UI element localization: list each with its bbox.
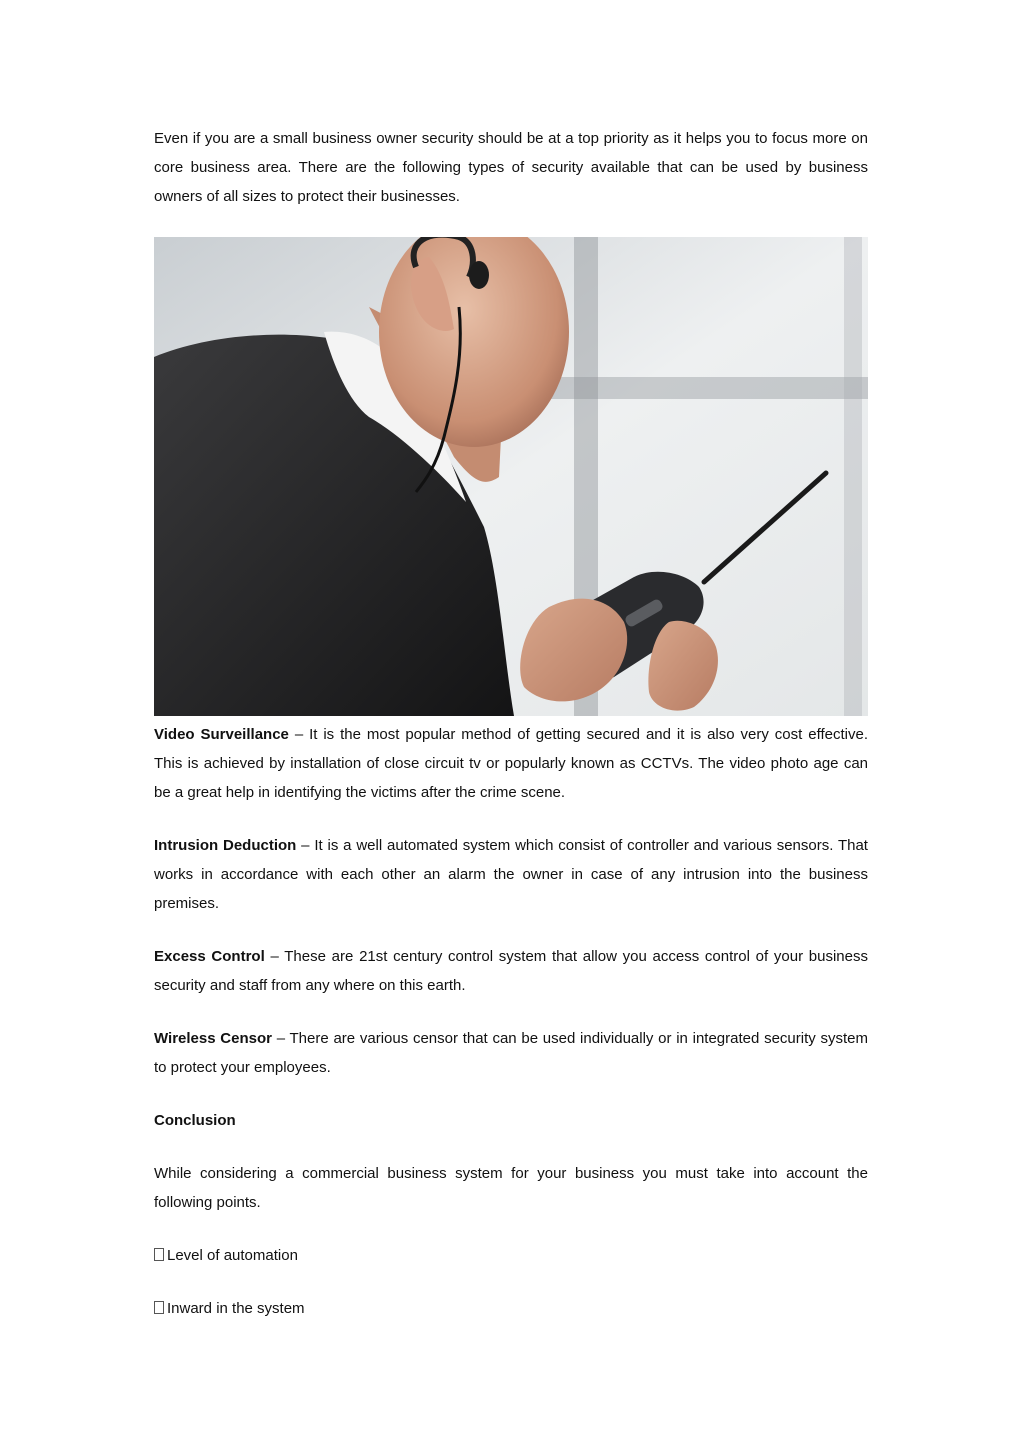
- section-excess-control: [154, 942, 868, 1000]
- section-term: Excess Control: [154, 948, 265, 965]
- document-page: [154, 124, 868, 1347]
- section-text: – There are various censor that can be used individually or in integrated security system to protect your employees.: [154, 1030, 868, 1076]
- bullet-text: Inward in the system: [167, 1300, 305, 1317]
- section-intrusion-deduction: [154, 831, 868, 918]
- missing-glyph-icon: [154, 1248, 164, 1261]
- conclusion-heading: Conclusion: [154, 1112, 236, 1129]
- section-term: Video Surveillance: [154, 726, 289, 743]
- section-text: – It is a well automated system which consist of controller and various sensors. That works in accordance with each other an alarm the owner in case of any intrusion into the business premises.: [154, 837, 868, 912]
- section-text: – It is the most popular method of getting secured and it is also very cost effective. This is achieved by installation of close circuit tv or popularly known as CCTVs. The video photo age can be a great help in identifying the victims after the crime scene.: [154, 726, 868, 801]
- section-text: – These are 21st century control system that allow you access control of your business security and staff from any where on this earth.: [154, 948, 868, 994]
- missing-glyph-icon: [154, 1301, 164, 1314]
- section-wireless-censor: [154, 1024, 868, 1082]
- section-video-surveillance: [154, 720, 868, 807]
- bullet-item: [154, 1241, 868, 1270]
- intro-paragraph: Even if you are a small business owner security should be at a top priority as it helps you to focus more on core business area. There are the following types of security available that can be used by business owners of all sizes to protect their businesses.: [154, 130, 868, 205]
- bullet-text: Level of automation: [167, 1247, 298, 1264]
- security-guard-photo: [154, 237, 868, 716]
- section-term: Wireless Censor: [154, 1030, 272, 1047]
- bullet-item: [154, 1294, 868, 1323]
- conclusion-paragraph: While considering a commercial business system for your business you must take into account the following points.: [154, 1165, 868, 1211]
- section-term: Intrusion Deduction: [154, 837, 297, 854]
